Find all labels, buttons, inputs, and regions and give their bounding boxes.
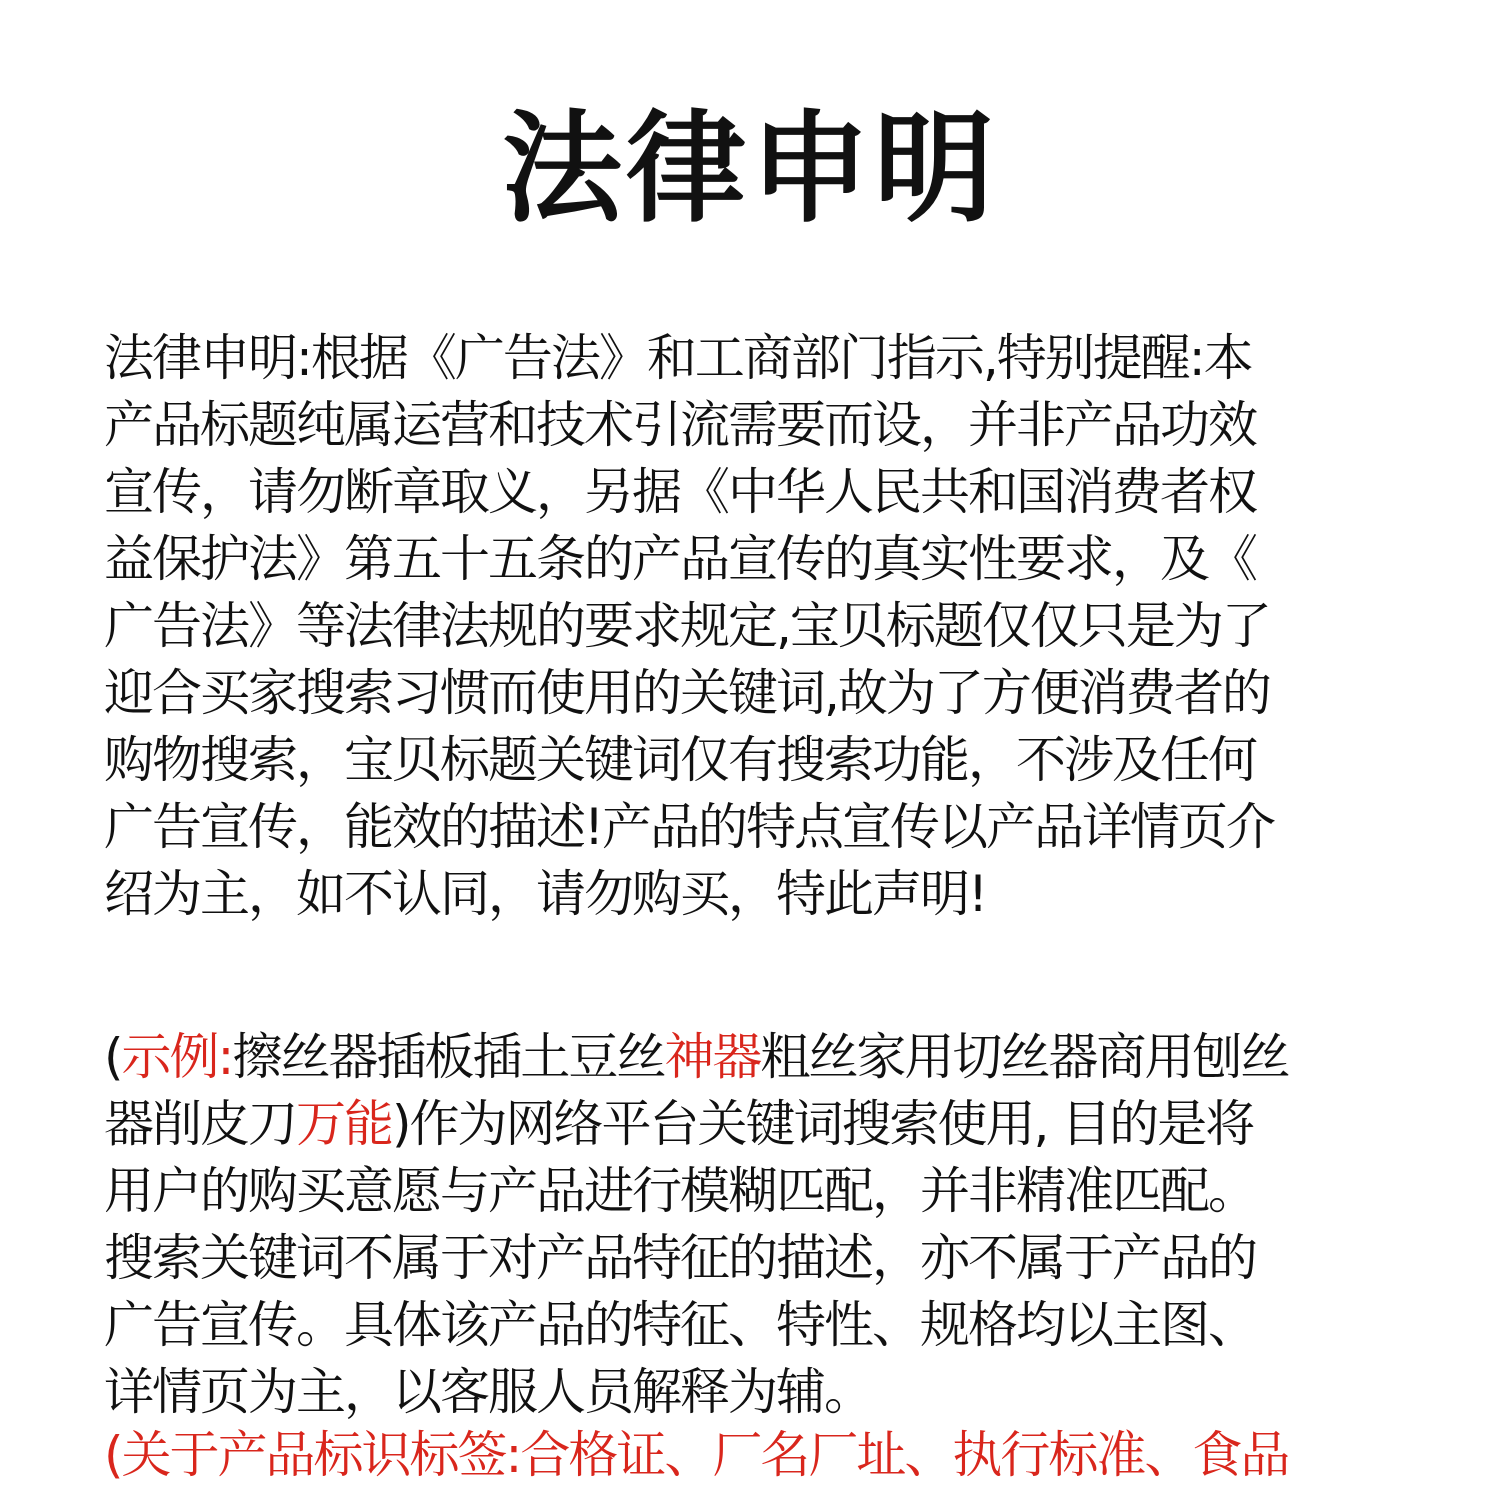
example-text: )作为网络平台关键词搜索使用, 目的是将 (392, 1095, 1254, 1153)
label-note-paragraph (104, 1422, 1404, 1489)
paragraph-line: 详情页为主，以客服人员解释为辅。 (104, 1363, 872, 1421)
open-paren: ( (104, 1028, 122, 1086)
paragraph-line: 用户的购买意愿与产品进行模糊匹配，并非精准匹配。 (104, 1162, 1256, 1220)
keyword-example-paragraph (104, 1024, 1404, 1426)
highlighted-keyword: 神器 (664, 1028, 761, 1086)
example-label: 示例: (121, 1028, 233, 1086)
paragraph-line: 广告宣传。具体该产品的特征、特性、规格均以主图、 (104, 1296, 1256, 1354)
example-text: 擦丝器插板插土豆丝 (232, 1028, 665, 1086)
paragraph-line (104, 1091, 1404, 1158)
paragraph-line: 法律申明:根据《广告法》和工商部门指示,特别提醒:本 (104, 329, 1252, 387)
paragraph-line: 广告法》等法律法规的要求规定,宝贝标题仅仅只是为了 (104, 597, 1270, 655)
paragraph-line: 绍为主，如不认同，请勿购买，特此声明! (104, 865, 987, 923)
page-title: 法律申明 (502, 100, 998, 239)
example-text: 器削皮刀 (104, 1095, 296, 1153)
paragraph-line: 迎合买家搜索习惯而使用的关键词,故为了方便消费者的 (104, 664, 1270, 722)
paragraph-line: 益保护法》第五十五条的产品宣传的真实性要求，及《 (104, 530, 1256, 588)
paragraph-line: 宣传，请勿断章取义，另据《中华人民共和国消费者权 (104, 463, 1256, 521)
paragraph-line: 产品标题纯属运营和技术引流需要而设，并非产品功效 (104, 396, 1256, 454)
highlighted-keyword: 万能 (296, 1095, 392, 1153)
paragraph-line (104, 1024, 1404, 1091)
paragraph-line: 搜索关键词不属于对产品特征的描述，亦不属于产品的 (104, 1229, 1256, 1287)
paragraph-line: (关于产品标识标签:合格证、厂名厂址、执行标准、食品 (104, 1426, 1289, 1484)
example-text: 粗丝家用切丝器商用刨丝 (760, 1028, 1289, 1086)
paragraph-line: 购物搜索，宝贝标题关键词仅有搜索功能，不涉及任何 (104, 731, 1256, 789)
legal-statement-paragraph (104, 325, 1404, 928)
paragraph-line: 广告宣传，能效的描述!产品的特点宣传以产品详情页介 (104, 798, 1275, 856)
